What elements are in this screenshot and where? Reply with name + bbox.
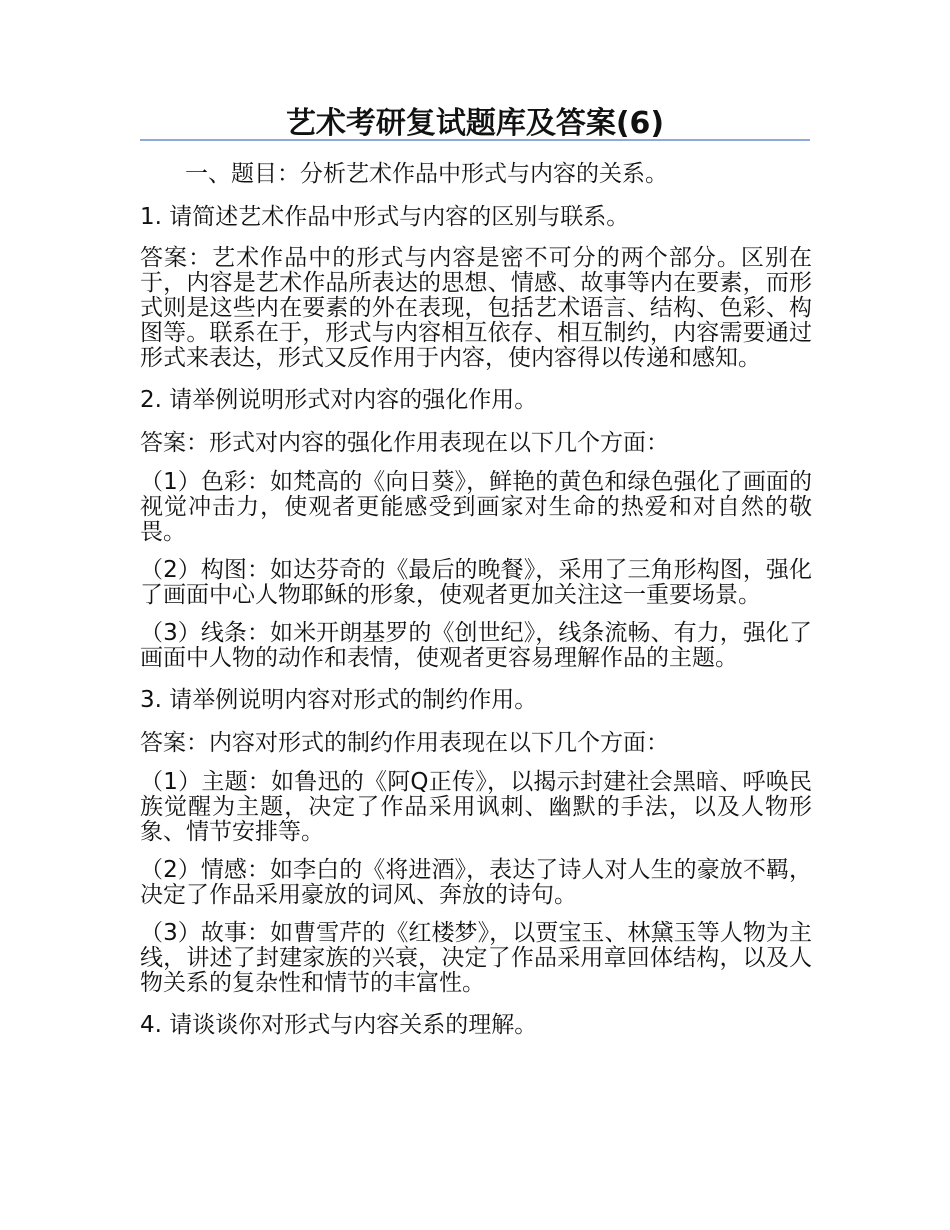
answer-2-intro: 答案：形式对内容的强化作用表现在以下几个方面： — [140, 430, 669, 456]
answer-3-point-1: （1）主题：如鲁迅的《阿Q正传》，以揭示封建社会黑暗、呼唤民族觉醒为主题，决定了作品采用讽刺、幽默的手法，以及人物形象、情节安排等。 — [140, 769, 812, 845]
answer-3-point-2: （2）情感：如李白的《将进酒》，表达了诗人对人生的豪放不羁，决定了作品采用豪放的词风、奔放的诗句。 — [140, 857, 812, 908]
answer-1: 答案：艺术作品中的形式与内容是密不可分的两个部分。区别在于，内容是艺术作品所表达的思想、情感、故事等内在要素，而形式则是这些内在要素的外在表现，包括艺术语言、结构、色彩、构图等。联系在于，形式与内容相互依存、相互制约，内容需要通过形式来表达，形式又反作用于内容，使内容得以传递和感知。 — [140, 245, 812, 371]
title-underline — [140, 139, 810, 141]
answer-3-intro: 答案：内容对形式的制约作用表现在以下几个方面： — [140, 730, 669, 756]
question-3: 3. 请举例说明内容对形式的制约作用。 — [140, 687, 538, 713]
answer-2-point-2: （2）构图：如达芬奇的《最后的晚餐》，采用了三角形构图，强化了画面中心人物耶稣的形象，使观者更加关注这一重要场景。 — [140, 557, 812, 608]
document-body — [140, 158, 812, 1041]
answer-2-point-3: （3）线条：如米开朗基罗的《创世纪》，线条流畅、有力，强化了画面中人物的动作和表情，使观者更容易理解作品的主题。 — [140, 620, 812, 671]
answer-3-point-3: （3）故事：如曹雪芹的《红楼梦》，以贾宝玉、林黛玉等人物为主线，讲述了封建家族的兴衰，决定了作品采用章回体结构，以及人物关系的复杂性和情节的丰富性。 — [140, 920, 812, 996]
section-heading: 一、题目：分析艺术作品中形式与内容的关系。 — [185, 161, 668, 187]
page-title: 艺术考研复试题库及答案(6) — [285, 106, 665, 141]
question-1: 1. 请简述艺术作品中形式与内容的区别与联系。 — [140, 204, 630, 230]
question-2: 2. 请举例说明形式对内容的强化作用。 — [140, 387, 538, 413]
question-4: 4. 请谈谈你对形式与内容关系的理解。 — [140, 1012, 538, 1038]
answer-2-point-1: （1）色彩：如梵高的《向日葵》，鲜艳的黄色和绿色强化了画面的视觉冲击力，使观者更能感受到画家对生命的热爱和对自然的敬畏。 — [140, 469, 812, 545]
